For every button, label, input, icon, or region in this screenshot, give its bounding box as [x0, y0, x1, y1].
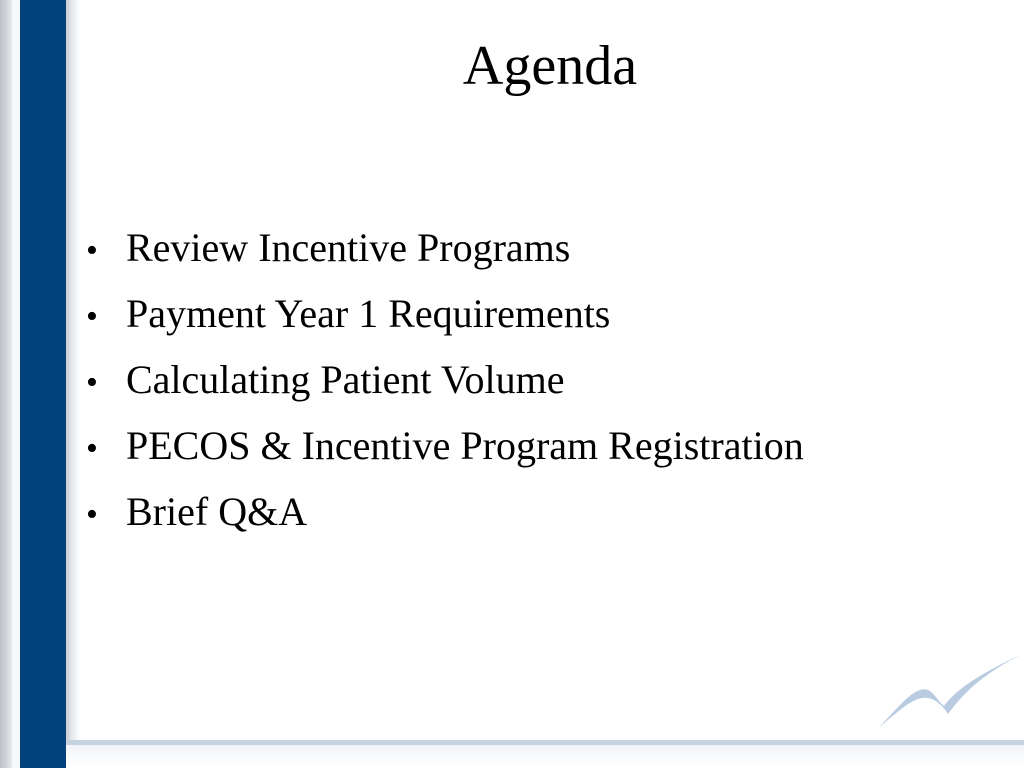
agenda-item-label: Review Incentive Programs	[126, 225, 571, 270]
seagull-swoosh-icon	[872, 650, 1024, 732]
seagull-swoosh-shape	[878, 654, 1022, 728]
bullet-icon: •	[86, 364, 98, 401]
left-blue-bar	[20, 0, 66, 768]
agenda-item-label: PECOS & Incentive Program Registration	[126, 423, 804, 468]
agenda-item	[86, 486, 804, 552]
agenda-item	[86, 420, 804, 486]
agenda-item	[86, 354, 804, 420]
bullet-icon: •	[86, 298, 98, 335]
bullet-icon: •	[86, 232, 98, 269]
left-bar-shadow	[66, 0, 80, 768]
agenda-list	[86, 222, 804, 552]
agenda-item	[86, 288, 804, 354]
agenda-item-label: Brief Q&A	[126, 489, 308, 534]
left-gray-stripe	[0, 0, 12, 768]
bottom-gradient	[66, 745, 1024, 768]
bullet-icon: •	[86, 496, 98, 533]
slide-title: Agenda	[462, 35, 638, 97]
left-white-gap	[12, 0, 20, 768]
agenda-item-label: Payment Year 1 Requirements	[126, 291, 611, 336]
agenda-item	[86, 222, 804, 288]
agenda-item-label: Calculating Patient Volume	[126, 357, 565, 402]
bullet-icon: •	[86, 430, 98, 467]
